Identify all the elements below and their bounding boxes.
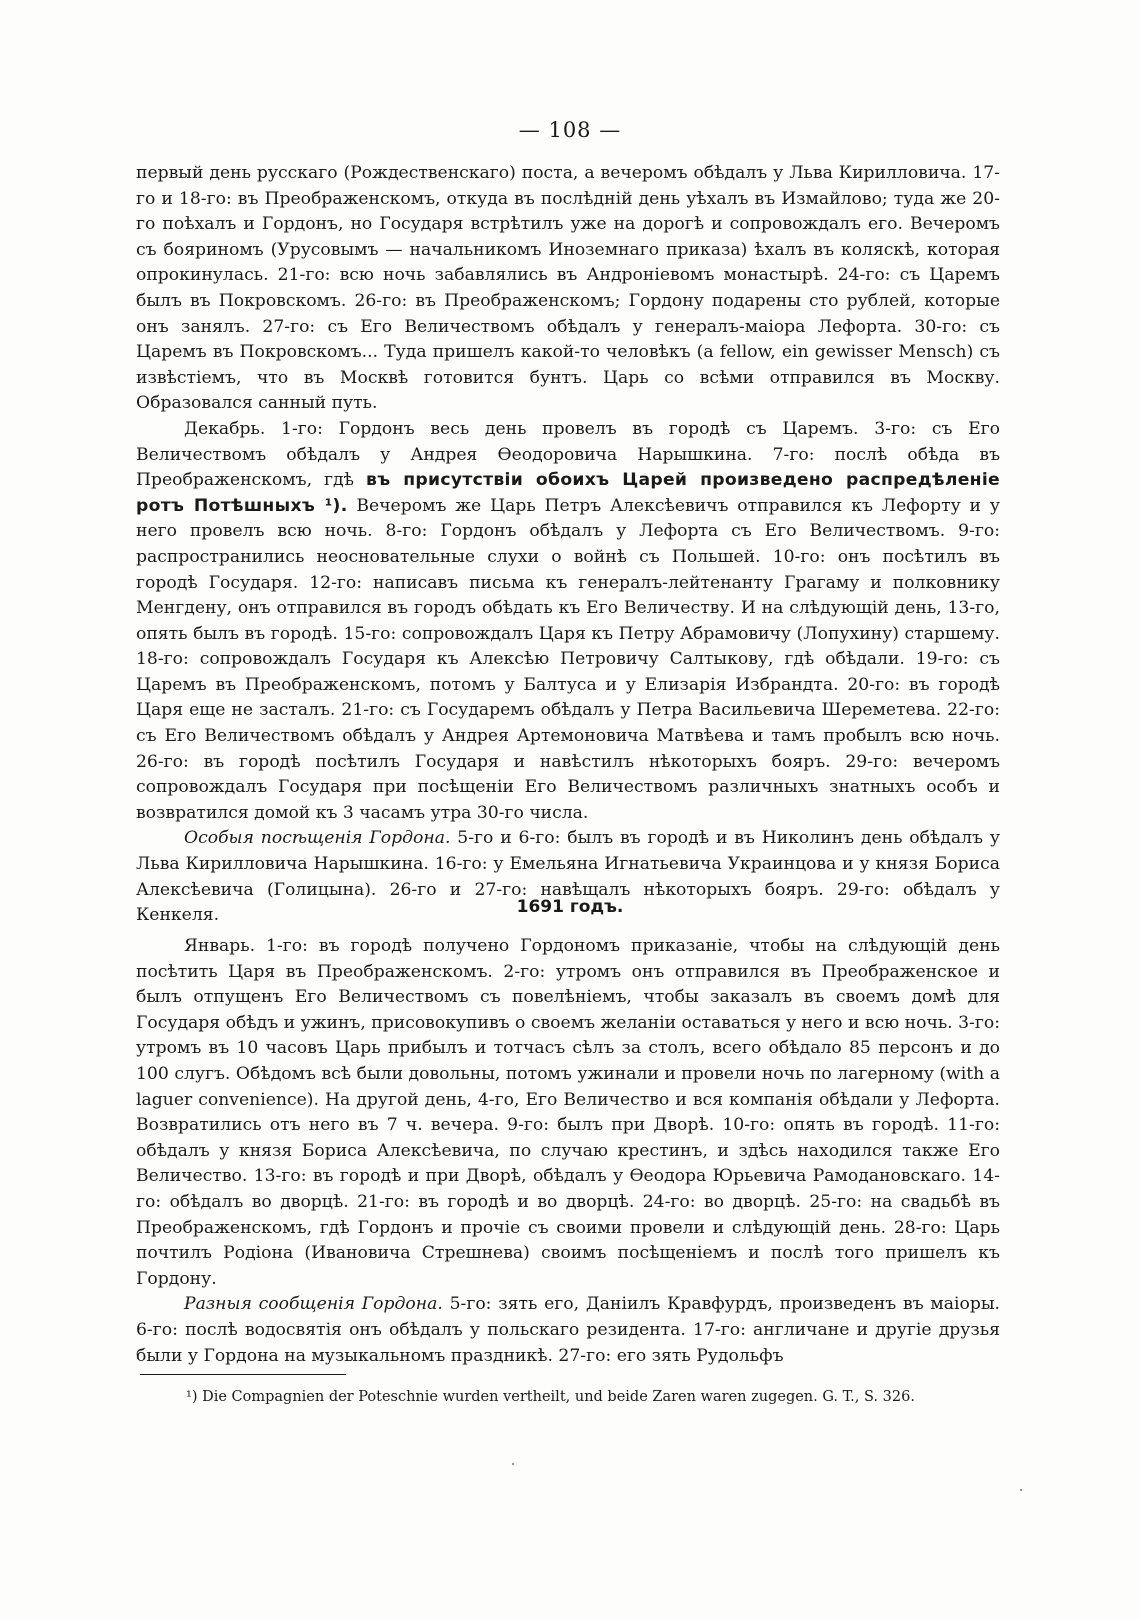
december-text-part1: Декабрь. 1-го: Гордонъ весь день провелъ въ городѣ съ Царемъ. 3-го: съ Его Величествомъ обѣдалъ у Андрея Ѳеодоровича Нарышкина. 7-го: послѣ обѣда въ Преображенскомъ, гдѣ (136, 418, 1000, 491)
page-number: — 108 — (518, 118, 622, 142)
special-visits-heading: Особыя посѣщенія Гордона. (184, 828, 451, 849)
emphasized-phrase-poteshnye: въ присутствіи обоихъ Царей произведено распредѣленіе ротъ Потѣшныхъ ¹). (136, 470, 1000, 516)
footnote-divider (140, 1374, 346, 1375)
various-messages-text: 5-го: зять его, Даніилъ Кравфурдъ, произведенъ въ маіоры. 6-го: послѣ водосвятія онъ обѣдалъ у польскаго резидента. 17-го: англичане и другіе друзья были у Гордона на музыкальномъ праздникѣ. 27-го: его зять Рудольфъ (136, 1294, 1000, 1366)
paper-speck (1020, 1489, 1022, 1491)
year-heading-1691: 1691 годъ. (516, 897, 624, 917)
paragraph-january: Январь. 1-го: въ городѣ получено Гордономъ приказаніе, чтобы на слѣдующій день посѣтить Царя въ Преображенскомъ. 2-го: утромъ онъ отправился въ Преображенское и былъ отпущенъ Его Величествомъ съ повелѣніемъ, чтобы заказалъ въ своемъ домѣ для Государя обѣдъ и ужинъ, присовокупивъ о своемъ желаніи оставаться у него и всю ночь. 3-го: утромъ въ 10 часовъ Царь прибылъ и тотчасъ сѣлъ за столъ, всего обѣдало 85 персонъ и до 100 слугъ. Обѣдомъ всѣ были довольны, потомъ ужинали и провели ночь по лагерному (with a laguer convenience). На другой день, 4-го, Его Величество и вся компанія обѣдали у Лефорта. Возвратились отъ него въ 7 ч. вечера. 9-го: былъ при Дворѣ. 10-го: опять въ городѣ. 11-го: обѣдалъ у князя Бориса Алексѣевича, по случаю крестинъ, и здѣсь находился также Его Величество. 13-го: въ городѣ и при Дворѣ, обѣдалъ у Ѳеодора Юрьевича Рамодановскаго. 14-го: обѣдалъ во дворцѣ. 21-го: въ городѣ и во дворцѣ. 24-го: во дворцѣ. 25-го: на свадьбѣ въ Преображенскомъ, гдѣ Гордонъ и прочіе съ своими провели и слѣдующій день. 28-го: Царь почтилъ Родіона (Ивановича Стрешнева) своимъ посѣщеніемъ и послѣ того пришелъ къ Гордону. (136, 936, 1000, 1289)
december-text-part2: Вечеромъ же Царь Петръ Алексѣевичъ отправился къ Лефорту и у него провелъ всю ночь. 8-го: Гордонъ обѣдалъ у Лефорта съ Его Величествомъ. 9-го: распространились неосновательные слухи о войнѣ съ Польшей. 10-го: онъ посѣтилъ въ городѣ Государя. 12-го: написавъ письма къ генералъ-лейтенанту Грагаму и полковнику Менгдену, онъ отправился въ городъ обѣдать къ Его Величеству. И на слѣдующій день, 13-го, опять былъ въ городѣ. 15-го: сопровождалъ Царя къ Петру Абрамовичу (Лопухину) старшему. 18-го: сопровождалъ Государя къ Алексѣю Петровичу Салтыкову, гдѣ обѣдали. 19-го: съ Царемъ въ Преображенскомъ, потомъ у Балтуса и у Елизарія Избрандта. 20-го: въ городѣ Царя еще не засталъ. 21-го: съ Государемъ обѣдалъ у Петра Васильевича Шереметева. 22-го: съ Его Величествомъ обѣдалъ у Андрея Артемоновича Матвѣева и тамъ пробылъ всю ночь. 26-го: въ городѣ посѣтилъ Государя и навѣстилъ нѣкоторыхъ бояръ. 29-го: вечеромъ сопровождалъ Государя при посѣщеніи Его Величествомъ различныхъ знатныхъ особъ и возвратился домой къ 3 часамъ утра 30-го числа. (136, 495, 1000, 823)
paragraph-november-continued: первый день русскаго (Рождественскаго) поста, а вечеромъ обѣдалъ у Льва Кирилловича. 17-го и 18-го: въ Преображенскомъ, откуда въ послѣдній день уѣхалъ въ Измайлово; туда же 20-го поѣхалъ и Гордонъ, но Государя встрѣтилъ уже на дорогѣ и сопровождалъ его. Вечеромъ съ бояриномъ (Урусовымъ — начальникомъ Иноземнаго приказа) ѣхалъ въ коляскѣ, которая опрокинулась. 21-го: всю ночь забавлялись въ Андроніевомъ монастырѣ. 24-го: съ Царемъ былъ въ Покровскомъ. 26-го: въ Преображенскомъ; Гордону подарены сто рублей, которые онъ занялъ. 27-го: съ Его Величествомъ обѣдалъ у генералъ-маіора Лефорта. 30-го: съ Царемъ въ Покровскомъ... Туда пришелъ какой-то человѣкъ (a fellow, ein gewisser Mensch) съ извѣстіемъ, что въ Москвѣ готовится бунтъ. Царь со всѣми отправился въ Москву. Образовался санный путь. (136, 163, 1000, 414)
section-1690-november-december (136, 161, 1000, 929)
special-visits-text: 5-го и 6-го: былъ въ городѣ и въ Николинъ день обѣдалъ у Льва Кирилловича Нарышкина. 16-го: у Емельяна Игнатьевича Украинцова и у князя Бориса Алексѣевича (Голицына). 26-го и 27-го: навѣщалъ нѣкоторыхъ бояръ. 29-го: обѣдалъ у Кенкеля. (136, 828, 1000, 926)
paper-speck (512, 1463, 514, 1465)
various-messages-heading: Разныя сообщенія Гордона. (184, 1294, 443, 1315)
footnote: ¹) Die Compagnien der Poteschnie wurden vertheilt, und beide Zaren waren zugegen. G. T., S. 326. (186, 1389, 915, 1405)
paragraph-december (136, 417, 1000, 827)
paragraph-various-messages (136, 1292, 1000, 1369)
section-1691-january (136, 934, 1000, 1369)
